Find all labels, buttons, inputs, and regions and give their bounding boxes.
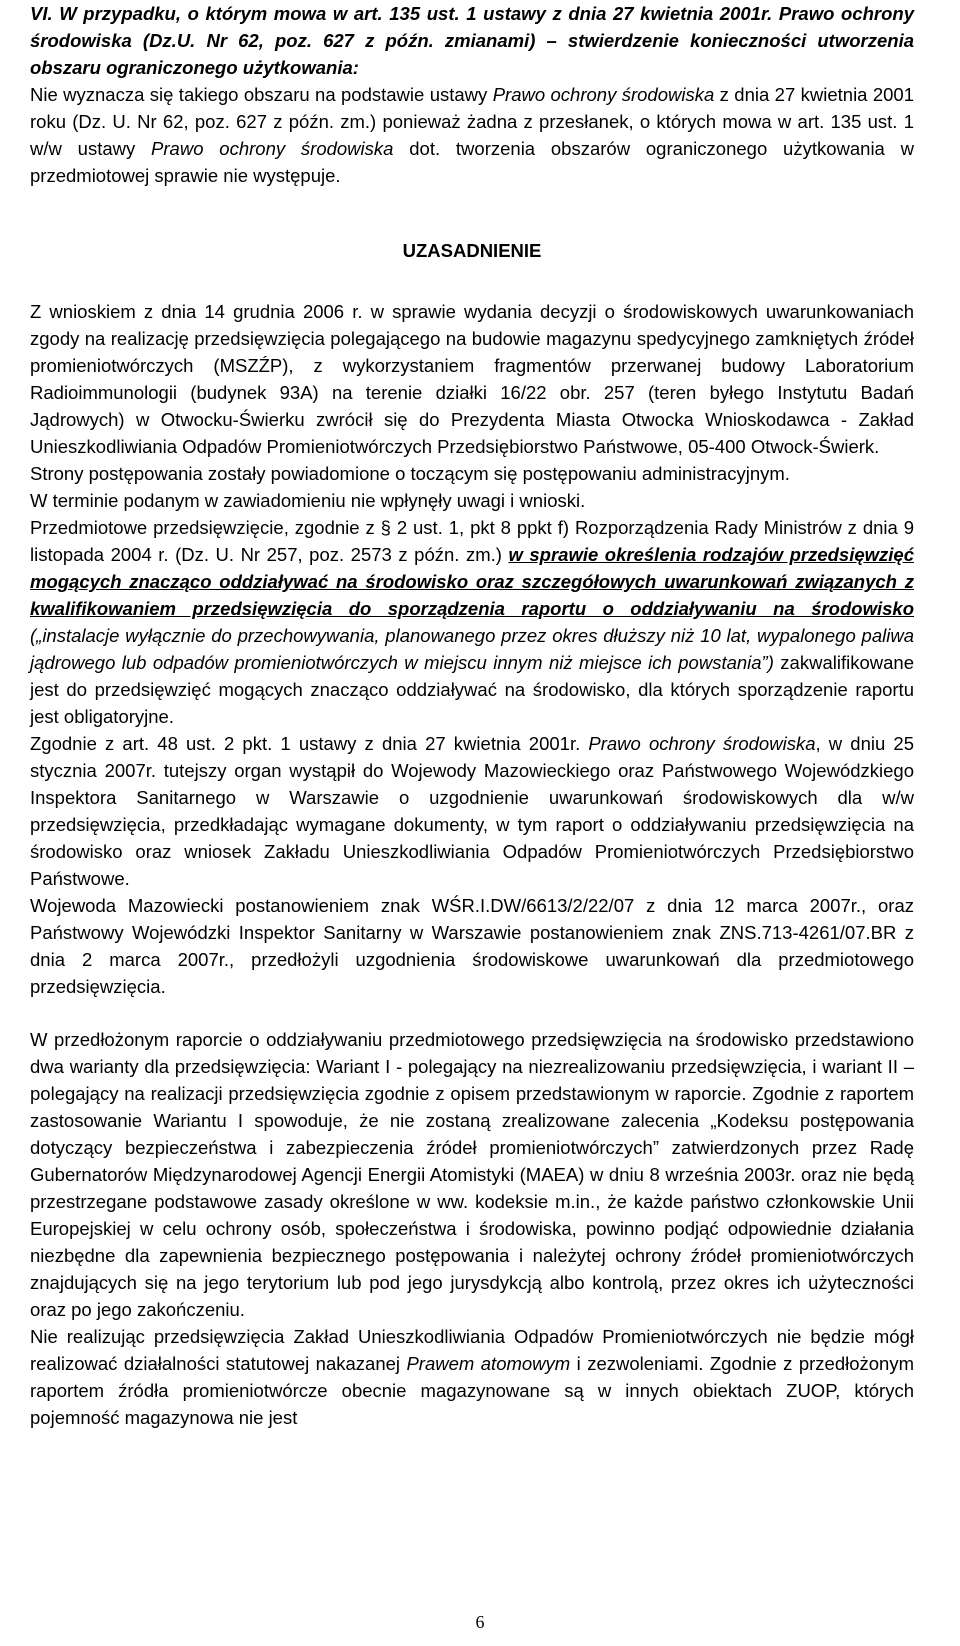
text-run: zakwalifikowane jest do przedsięwzięć mogących znacząco oddziaływać na środowisko, dla których sporządzenie raportu jest obligatoryjne. <box>30 652 914 727</box>
page-number: 6 <box>475 1612 485 1632</box>
section-vi-body <box>30 81 914 189</box>
paragraph-qualification <box>30 514 914 730</box>
text-run: i zezwoleniami. Zgodnie z przedłożonym raportem źródła promieniotwórcze obecnie magazynowane są w innych obiektach ZUOP, których pojemność magazynowa nie jest <box>30 1353 914 1428</box>
text-run: z dnia 27 kwietnia 2001 roku (Dz. U. Nr 62, poz. 627 z późn. zm.) ponieważ żadna z przesłanek, o których mowa w art. 135 ust. 1 w/w ustawy <box>30 84 915 159</box>
paragraph-parties: Strony postępowania zostały powiadomione o toczącym się postępowaniu administracyjnym. <box>30 463 790 484</box>
text-run: dot. tworzenia obszarów ograniczonego użytkowania w przedmiotowej sprawie nie występuje. <box>30 138 915 186</box>
italic-text: Prawo ochrony środowiska <box>588 733 816 754</box>
text-run: Nie wyznacza się takiego obszaru na podstawie ustawy <box>30 84 493 105</box>
paragraph-nonrealization <box>30 1323 914 1431</box>
section-vi-heading: VI. W przypadku, o którym mowa w art. 135 ust. 1 ustawy z dnia 27 kwietnia 2001r. Prawo ochrony środowiska (Dz.U. Nr 62, poz. 627 z późn. zmianami) – stwierdzenie konieczności utworzenia obszaru ograniczonego użytkowania: <box>30 3 914 78</box>
paragraph-deadline: W terminie podanym w zawiadomieniu nie wpłynęły uwagi i wnioski. <box>30 490 586 511</box>
uzasadnienie-heading: UZASADNIENIE <box>402 240 542 261</box>
paragraph-art48 <box>30 730 914 892</box>
italic-text: Prawo ochrony środowiska <box>151 138 394 159</box>
paragraph-request: Z wnioskiem z dnia 14 grudnia 2006 r. w sprawie wydania decyzji o środowiskowych uwarunkowaniach zgody na realizację przedsięwzięcia polegającego na budowie magazynu spedycyjnego zamkniętych źródeł promieniotwórczych (MSZŹP), z wykorzystaniem fragmentów przerwanej budowy Laboratorium Radioimmunologii (budynek 93A) na terenie działki 16/22 obr. 257 (teren byłego Instytutu Badań Jądrowych) w Otwocku-Świerku zwrócił się do Prezydenta Miasta Otwocka Wnioskodawca - Zakład Unieszkodliwiania Odpadów Promieniotwórczych Przedsiębiorstwo Państwowe, 05-400 Otwock-Świerk. <box>30 301 914 457</box>
text-run: Przedmiotowe przedsięwzięcie, zgodnie z § 2 ust. 1, pkt 8 ppkt f) Rozporządzenia Rady Ministrów z dnia 9 listopada 2004 r. (Dz. U. Nr 257, poz. 2573 z późn. zm.) <box>30 517 914 565</box>
italic-text: Prawo ochrony środowiska <box>492 84 715 105</box>
text-run: Nie realizując przedsięwzięcia Zakład Unieszkodliwiania Odpadów Promieniotwórczych nie będzie mógł realizować działalności statutowej nakazanej <box>30 1326 914 1374</box>
regulation-title: w sprawie określenia rodzajów przedsięwzięć mogących znacząco oddziaływać na środowisko oraz szczegółowych uwarunkowań związanych z kwalifikowaniem przedsięwzięcia do sporządzenia raportu o oddziaływaniu na środowisko <box>30 544 914 619</box>
text-run: , w dniu 25 stycznia 2007r. tutejszy organ wystąpił do Wojewody Mazowieckiego oraz Państwowego Wojewódzkiego Inspektora Sanitarnego w Warszawie o uzgodnienie uwarunkowań środowiskowych dla w/w przedsięwzięcia, przedkładając wymagane dokumenty, w tym raport o oddziaływaniu przedsięwzięcia na środowisko oraz wniosek Zakładu Unieszkodliwiania Odpadów Promieniotwórczych Przedsiębiorstwo Państwowe. <box>30 733 914 889</box>
text-run: Zgodnie z art. 48 ust. 2 pkt. 1 ustawy z dnia 27 kwietnia 2001r. <box>30 733 589 754</box>
paragraph-gap <box>30 1000 914 1026</box>
paragraph-wojewoda: Wojewoda Mazowiecki postanowieniem znak WŚR.I.DW/6613/2/22/07 z dnia 12 marca 2007r., oraz Państwowy Wojewódzki Inspektor Sanitarny w Warszawie postanowieniem znak ZNS.713-4261/07.BR z dnia 2 marca 2007r., przedłożyli uzgodnienia środowiskowe uwarunkowań dla przedmiotowego przedsięwzięcia. <box>30 895 914 997</box>
paragraph-variants: W przedłożonym raporcie o oddziaływaniu przedmiotowego przedsięwzięcia na środowisko przedstawiono dwa warianty dla przedsięwzięcia: Wariant I - polegający na niezrealizowaniu przedsięwzięcia, i wariant II – polegający na realizacji przedsięwzięcia zgodnie z opisem przedstawionym w raporcie. Zgodnie z raportem zastosowanie Wariantu I spowoduje, że nie zostaną zrealizowane zalecenia „Kodeksu postępowania dotyczący bezpieczeństwa i zabezpieczenia źródeł promieniotwórczych” zatwierdzonych przez Radę Gubernatorów Międzynarodowej Agencji Energii Atomistyki (MAEA) w dniu 8 września 2003r. oraz nie będą przestrzegane podstawowe zasady określone w ww. kodeksie m.in., że każde państwo członkowskie Unii Europejskiej w celu ochrony osób, społeczeństwa i środowiska, powinno podjąć odpowiednie działania niezbędne dla zapewnienia bezpiecznego postępowania i należytej ochrony źródeł promieniotwórczych znajdujących się na jego terytorium lub pod jego jurysdykcją albo kontrolą, przez okres ich użyteczności oraz po jego zakończeniu. <box>30 1029 914 1320</box>
italic-quote: („instalacje wyłącznie do przechowywania, planowanego przez okres dłuższy niż 10 lat, wypalonego paliwa jądrowego lub odpadów promieniotwórczych w miejscu innym niż miejsce ich powstania”) <box>30 625 914 673</box>
italic-text: Prawem atomowym <box>406 1353 571 1374</box>
